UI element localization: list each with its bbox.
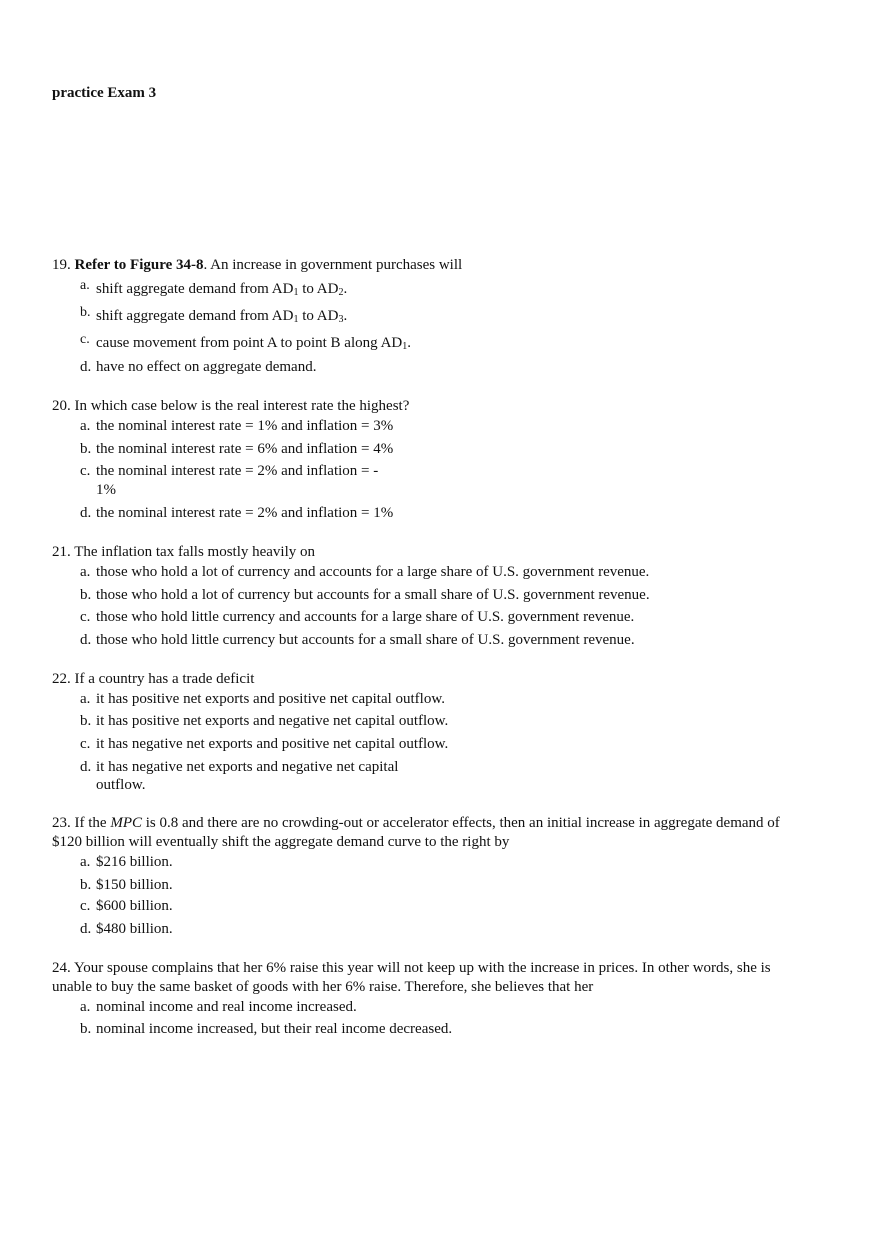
option-text: it has negative net exports and negative net capital xyxy=(96,759,399,775)
option-text: outflow. xyxy=(96,777,146,793)
answer-option-b[interactable] xyxy=(0,586,840,604)
answer-option-b[interactable] xyxy=(0,440,840,458)
option-letter: a. xyxy=(80,418,91,434)
page-title: practice Exam 3 xyxy=(52,85,157,101)
option-letter: a. xyxy=(80,278,90,293)
option-text: the nominal interest rate = 1% and inflation = 3% xyxy=(96,418,394,434)
option-letter: b. xyxy=(80,441,92,457)
option-text: shift aggregate demand from $AD_1$ to $AD_3$. xyxy=(96,308,348,325)
question-stem xyxy=(52,543,315,561)
answer-option-c[interactable] xyxy=(0,481,840,499)
option-letter: b. xyxy=(80,1021,92,1037)
question-stem xyxy=(52,833,509,851)
answer-option-b[interactable] xyxy=(0,876,840,894)
answer-option-b[interactable] xyxy=(0,712,840,730)
option-text: nominal income and real income increased. xyxy=(96,999,357,1015)
stem-text: . An increase in government purchases will xyxy=(203,257,463,273)
option-text: those who hold little currency and accounts for a large share of U.S. government revenue. xyxy=(96,609,635,625)
question-number: 22. xyxy=(52,671,75,687)
option-text: the nominal interest rate = 2% and inflation = 1% xyxy=(96,505,394,521)
figure-reference: Refer to Figure 34-8 xyxy=(74,257,204,273)
stem-text: In which case below is the real interest rate the highest? xyxy=(74,398,410,414)
answer-option-a[interactable] xyxy=(0,690,840,708)
option-text: $150 billion. xyxy=(96,877,173,893)
question-number: 20. xyxy=(52,398,75,414)
option-text: $600 billion. xyxy=(96,898,173,914)
answer-option-a[interactable] xyxy=(0,280,840,298)
answer-option-b[interactable] xyxy=(0,1020,840,1038)
answer-option-a[interactable] xyxy=(0,998,840,1016)
option-text: the nominal interest rate = 2% and inflation = - xyxy=(96,463,379,479)
answer-option-a[interactable] xyxy=(0,853,840,871)
stem-text: Your spouse complains that her 6% raise this year will not keep up with the increase in prices. In other words, she is xyxy=(73,960,771,976)
question-number: 24. xyxy=(52,960,74,976)
question-stem xyxy=(52,256,462,274)
option-text: it has positive net exports and positive net capital outflow. xyxy=(96,691,445,707)
option-letter: b. xyxy=(80,877,92,893)
option-letter: b. xyxy=(80,713,92,729)
option-letter: d. xyxy=(80,921,92,937)
option-letter: d. xyxy=(80,359,92,375)
option-letter: c. xyxy=(80,463,91,479)
option-text: $480 billion. xyxy=(96,921,173,937)
option-letter: c. xyxy=(80,736,91,752)
option-letter: b. xyxy=(80,305,91,320)
option-letter: c. xyxy=(80,898,91,914)
answer-option-d[interactable] xyxy=(0,631,840,649)
answer-option-d[interactable] xyxy=(0,758,840,776)
option-text: those who hold little currency but accounts for a small share of U.S. government revenue. xyxy=(96,632,635,648)
option-letter: a. xyxy=(80,691,91,707)
answer-option-c[interactable] xyxy=(0,462,840,480)
option-text: shift aggregate demand from $AD_1$ to $AD_2$. xyxy=(96,281,348,298)
question-number: 21. xyxy=(52,544,75,560)
option-text: $216 billion. xyxy=(96,854,173,870)
option-text: those who hold a lot of currency and accounts for a large share of U.S. government revenue. xyxy=(96,564,650,580)
question-stem xyxy=(52,397,409,415)
answer-option-d[interactable] xyxy=(0,504,840,522)
question-number: 23. xyxy=(52,815,75,831)
stem-text: The inflation tax falls mostly heavily on xyxy=(74,544,316,560)
option-letter: d. xyxy=(80,759,92,775)
question-stem xyxy=(52,959,771,977)
answer-option-d[interactable] xyxy=(0,920,840,938)
stem-prefix: If the xyxy=(74,815,111,831)
option-letter: a. xyxy=(80,854,91,870)
option-text: it has positive net exports and negative net capital outflow. xyxy=(96,713,449,729)
stem-text: unable to buy the same basket of goods with her 6% raise. Therefore, she believes that her xyxy=(52,979,594,995)
option-letter: a. xyxy=(80,564,91,580)
question-number: 19. xyxy=(52,257,75,273)
option-text: nominal income increased, but their real income decreased. xyxy=(96,1021,453,1037)
stem-text: is 0.8 and there are no crowding-out or accelerator effects, then an initial increase in aggregate demand of xyxy=(142,815,780,831)
answer-option-d[interactable] xyxy=(0,776,840,794)
option-text: those who hold a lot of currency but accounts for a small share of U.S. government revenue. xyxy=(96,587,650,603)
option-text: it has negative net exports and positive net capital outflow. xyxy=(96,736,449,752)
stem-text: If a country has a trade deficit xyxy=(74,671,255,687)
answer-option-c[interactable] xyxy=(0,735,840,753)
question-stem xyxy=(52,670,254,688)
option-text: 1% xyxy=(96,482,116,498)
stem-text: $120 billion will eventually shift the aggregate demand curve to the right by xyxy=(52,834,510,850)
option-letter: c. xyxy=(80,332,90,347)
question-stem xyxy=(52,978,593,996)
answer-option-a[interactable] xyxy=(0,417,840,435)
stem-italic-term: MPC xyxy=(110,815,142,831)
option-text: the nominal interest rate = 6% and inflation = 4% xyxy=(96,441,394,457)
option-letter: d. xyxy=(80,505,92,521)
answer-option-a[interactable] xyxy=(0,563,840,581)
option-text: cause movement from point A to point B along $AD_1$. xyxy=(96,335,411,352)
option-letter: d. xyxy=(80,632,92,648)
option-letter: c. xyxy=(80,609,91,625)
question-stem xyxy=(52,814,780,832)
answer-option-c[interactable] xyxy=(0,897,840,915)
option-text: have no effect on aggregate demand. xyxy=(96,359,317,375)
option-letter: b. xyxy=(80,587,92,603)
answer-option-c[interactable] xyxy=(0,608,840,626)
answer-option-b[interactable] xyxy=(0,307,840,325)
option-letter: a. xyxy=(80,999,91,1015)
answer-option-c[interactable] xyxy=(0,334,840,352)
answer-option-d[interactable] xyxy=(0,358,840,376)
